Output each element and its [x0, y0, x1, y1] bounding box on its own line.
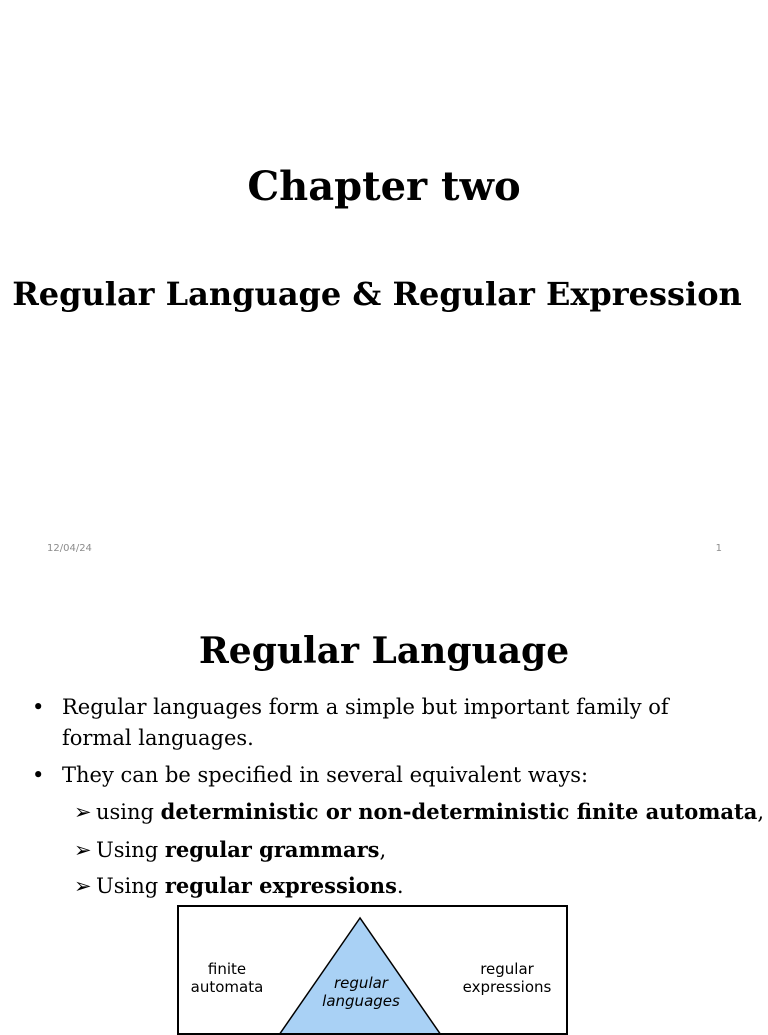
- sub-bullet-item: [74, 798, 765, 826]
- sub-bullet-item: [74, 836, 744, 864]
- sub-bullet-prefix: Using: [96, 874, 165, 898]
- sub-bullet-prefix: using: [96, 800, 161, 824]
- arrow-bullet-icon: ➢: [74, 838, 92, 862]
- label-line: regular: [480, 960, 534, 978]
- arrow-bullet-icon: ➢: [74, 800, 92, 824]
- content-slide: [0, 576, 768, 1024]
- sub-bullet-suffix: ,: [379, 838, 387, 862]
- slide-subtitle: Regular Language & Regular Expression: [12, 275, 742, 313]
- page-number: 1: [715, 543, 722, 554]
- bullet-marker: •: [32, 763, 45, 787]
- bullet-item: [32, 760, 732, 791]
- regular-language-diagram: [177, 905, 568, 1035]
- label-line: languages: [322, 992, 400, 1010]
- arrow-bullet-icon: ➢: [74, 874, 92, 898]
- label-line: regular: [334, 974, 388, 992]
- footer-date: 12/04/24: [47, 543, 92, 554]
- sub-bullet-suffix: ,: [757, 800, 765, 824]
- bullet-marker: •: [32, 695, 45, 719]
- sub-bullet-bold: regular expressions: [164, 873, 397, 898]
- slide-title: Chapter two: [247, 163, 521, 210]
- label-line: finite: [207, 960, 247, 978]
- label-line: automata: [190, 978, 264, 996]
- sub-bullet-bold: regular grammars: [164, 837, 380, 862]
- label-line: expressions: [462, 978, 552, 996]
- slide-title: Regular Language: [198, 630, 570, 672]
- regular-languages-label: [309, 974, 413, 1010]
- sub-bullet-suffix: .: [396, 874, 404, 898]
- bullet-item: [32, 692, 732, 754]
- sub-bullet-prefix: Using: [96, 838, 165, 862]
- finite-automata-label: [183, 960, 271, 996]
- bullet-text: Regular languages form a simple but important family of formal languages.: [62, 695, 669, 750]
- sub-bullet-bold: deterministic or non-deterministic finite automata: [160, 799, 758, 824]
- bullet-text: They can be specified in several equivalent ways:: [62, 763, 589, 787]
- sub-bullet-item: [74, 872, 744, 900]
- regular-expressions-label: [451, 960, 563, 996]
